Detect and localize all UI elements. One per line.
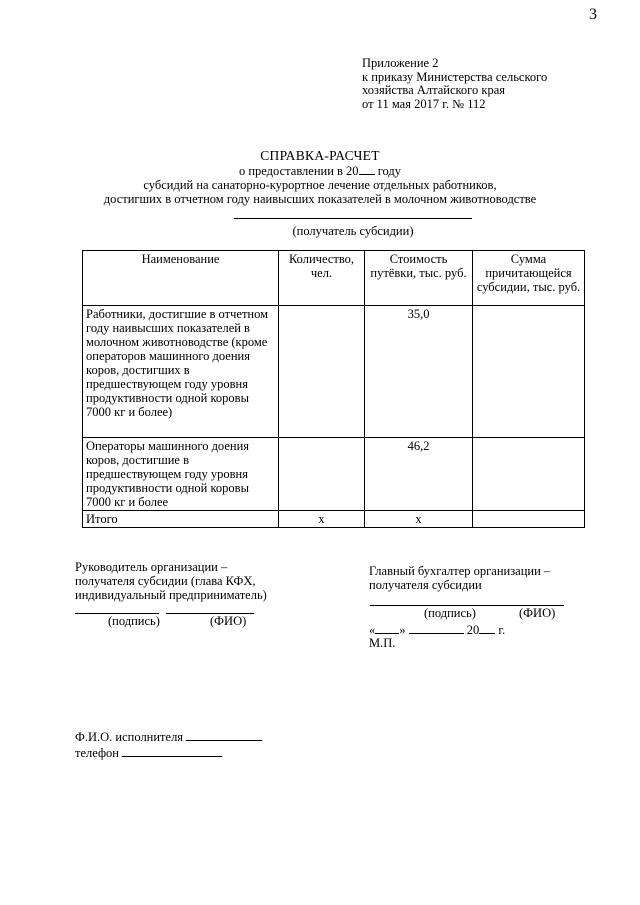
executor-block — [75, 729, 262, 761]
date-year-suffix: г. — [495, 623, 506, 637]
row-quantity — [279, 438, 365, 511]
row-cost: 35,0 — [365, 306, 473, 438]
date-open-quote: « — [369, 623, 376, 637]
document-subtitle-line-2: субсидий на санаторно-курортное лечение отдельных работников, — [143, 178, 497, 192]
accountant-title-line-1: Главный бухгалтер организации – — [369, 564, 551, 578]
executor-fio-label: Ф.И.О. исполнителя — [75, 730, 184, 744]
year-blank — [359, 163, 375, 175]
executor-phone-blank — [122, 745, 222, 757]
accountant-fio-caption: (ФИО) — [519, 606, 556, 620]
row-name: Операторы машинного доения коров, достигшие в предшествующем году уровня продуктивности одной коровы 7000 кг и более — [83, 438, 279, 511]
row-cost: 46,2 — [365, 438, 473, 511]
document-subtitle-line-3: достигших в отчетном году наивысших показателей в молочном животноводстве — [103, 192, 537, 206]
table-total-row — [83, 511, 585, 528]
total-cost: х — [365, 511, 473, 528]
row-sum — [473, 306, 585, 438]
row-sum — [473, 438, 585, 511]
month-blank — [409, 622, 464, 634]
stamp-place: М.П. — [369, 636, 396, 650]
appendix-line-4: от 11 мая 2017 г. № 112 — [362, 96, 486, 111]
recipient-caption: (получатель субсидии) — [292, 224, 414, 238]
recipient-blank-line — [234, 218, 472, 219]
document-subtitle — [70, 163, 570, 178]
appendix-line-2: к приказу Министерства сельского — [362, 69, 548, 84]
total-quantity: х — [279, 511, 365, 528]
column-header-sum: Сумма причитающейся субсидии, тыс. руб. — [473, 251, 585, 306]
head-title-line-1: Руководитель организации – — [75, 560, 228, 574]
head-signature-block — [75, 560, 267, 602]
document-title: СПРАВКА-РАСЧЕТ — [260, 148, 380, 163]
appendix-line-1: Приложение 2 — [362, 56, 439, 70]
row-quantity — [279, 306, 365, 438]
head-title-line-3: индивидуальный предприниматель) — [75, 588, 267, 602]
column-header-name: Наименование — [83, 251, 279, 306]
executor-phone — [75, 745, 262, 761]
date-close-quote: » — [399, 623, 406, 637]
executor-phone-label: телефон — [75, 746, 119, 760]
head-fio-caption: (ФИО) — [210, 614, 247, 628]
day-blank — [375, 622, 399, 634]
column-header-quantity: Количество, чел. — [279, 251, 365, 306]
head-title-line-2: получателя субсидии (глава КФХ, — [75, 574, 256, 588]
accountant-title-line-2: получателя субсидии — [369, 578, 482, 592]
head-signature-caption: (подпись) — [108, 614, 160, 628]
table-header-row — [83, 251, 585, 306]
executor-fio-blank — [186, 729, 262, 741]
column-header-cost: Стоимость путёвки, тыс. руб. — [365, 251, 473, 306]
subtitle-prefix: о предоставлении в 20 — [238, 164, 359, 178]
appendix-line-3: хозяйства Алтайского края — [362, 83, 505, 97]
subsidy-table — [82, 250, 585, 528]
total-label: Итого — [83, 511, 279, 528]
table-row — [83, 306, 585, 438]
appendix-note — [362, 57, 547, 111]
document-title-block — [70, 149, 570, 206]
year-suffix-blank — [479, 622, 495, 634]
accountant-signature-caption: (подпись) — [424, 606, 476, 620]
date-year-prefix: 20 — [466, 623, 480, 637]
accountant-signature-block — [369, 564, 550, 592]
page-number: 3 — [589, 6, 597, 23]
table-row — [83, 438, 585, 511]
executor-fio — [75, 729, 262, 745]
total-sum — [473, 511, 585, 528]
row-name: Работники, достигшие в отчетном году наивысших показателей в молочном животноводстве (кроме операторов машинного доения коров, достигших в предшествующем году уровня продуктивности одной коровы 7000 кг и более) — [83, 306, 279, 438]
subtitle-suffix: году — [374, 164, 402, 178]
